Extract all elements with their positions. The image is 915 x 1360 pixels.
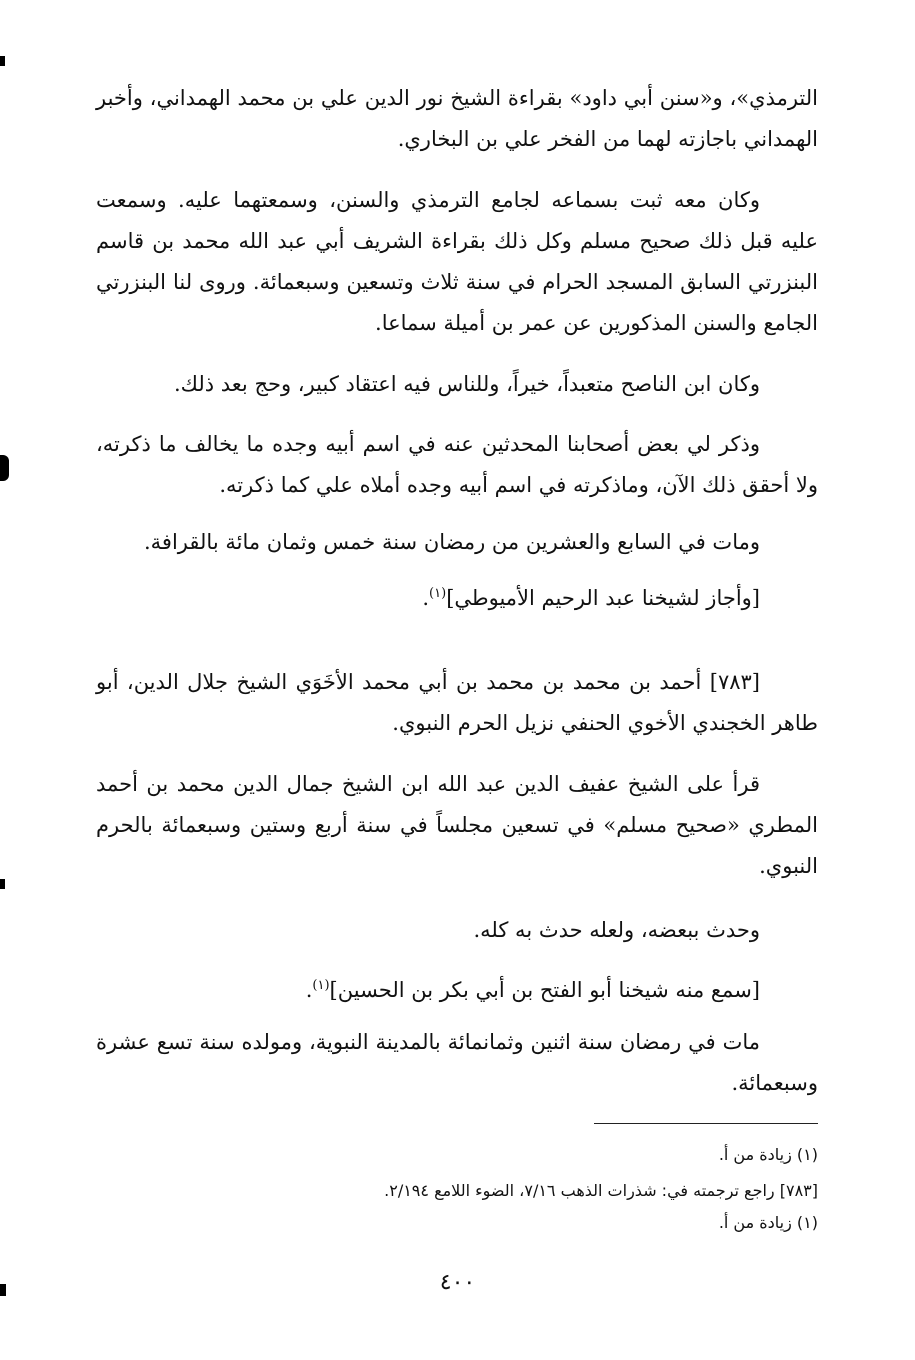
paragraph-10 xyxy=(96,970,818,1011)
paragraph-9: وحدث ببعضه، ولعله حدث به كله. xyxy=(473,918,760,942)
paragraph-8: قرأ على الشيخ عفيف الدين عبد الله ابن الشيخ جمال الدين محمد بن أحمد المطري «صحيح مسلم» في تسعين مجلساً في سنة أربع وستين وسبعمائة بالحرم النبوي. xyxy=(96,772,818,878)
paragraph-1: الترمذي»، و«سنن أبي داود» بقراءة الشيخ نور الدين علي بن محمد الهمداني، وأخبر الهمداني باجازته لهما من الفخر علي بن البخاري. xyxy=(96,86,818,151)
page-number: ٤٠٠ xyxy=(439,1270,476,1295)
paragraph-10-end: . xyxy=(305,978,313,1002)
scan-edge-mark xyxy=(0,1284,6,1296)
footnote-ref-1: (١) xyxy=(429,586,447,601)
paragraph-6-end: . xyxy=(422,586,430,610)
paragraph-3: وكان ابن الناصح متعبداً، خيراً، وللناس فيه اعتقاد كبير، وحج بعد ذلك. xyxy=(173,372,760,396)
footnote-ref-2: (١) xyxy=(312,978,330,993)
entry-783-heading: [٧٨٣] أحمد بن محمد بن محمد بن أبي محمد الأخَوَي الشيخ جلال الدين، أبو طاهر الخجندي الأخوي الحنفي نزيل الحرم النبوي. xyxy=(96,670,818,735)
footnote-3: (١) زيادة من أ. xyxy=(718,1213,818,1232)
scan-edge-mark xyxy=(0,56,5,66)
footnote-2: [٧٨٣] راجع ترجمته في: شذرات الذهب ٧/١٦، الضوء اللامع ٢/١٩٤. xyxy=(384,1181,818,1200)
paragraph-4: وذكر لي بعض أصحابنا المحدثين عنه في اسم أبيه وجده ما يخالف ما ذكرته، ولا أحقق ذلك الآن، وماذكرته في اسم أبيه وجده أملاه علي كما ذكرته. xyxy=(96,432,818,497)
paragraph-5: ومات في السابع والعشرين من رمضان سنة خمس وثمان مائة بالقرافة. xyxy=(144,530,760,554)
paragraph-11: مات في رمضان سنة اثنين وثمانمائة بالمدينة النبوية، ومولده سنة تسع عشرة وسبعمائة. xyxy=(96,1030,818,1095)
scan-edge-mark xyxy=(0,879,5,889)
paragraph-6 xyxy=(96,578,818,619)
paragraph-6-text: [وأجاز لشيخنا عبد الرحيم الأميوطي] xyxy=(446,586,760,610)
scan-edge-mark xyxy=(0,455,9,481)
footnote-1: (١) زيادة من أ. xyxy=(718,1145,818,1164)
footnote-separator xyxy=(594,1123,818,1124)
paragraph-10-text: [سمع منه شيخنا أبو الفتح بن أبي بكر بن الحسين] xyxy=(329,978,760,1002)
paragraph-2: وكان معه ثبت بسماعه لجامع الترمذي والسنن، وسمعتهما عليه. وسمعت عليه قبل ذلك صحيح مسلم وكل ذلك بقراءة الشريف أبي عبد الله محمد بن قاسم البنزرتي السابق المسجد الحرام في سنة ثلاث وتسعين وسبعمائة. وروى لنا البنزرتي الجامع والسنن المذكورين عن عمر بن أميلة سماعا. xyxy=(96,188,818,335)
